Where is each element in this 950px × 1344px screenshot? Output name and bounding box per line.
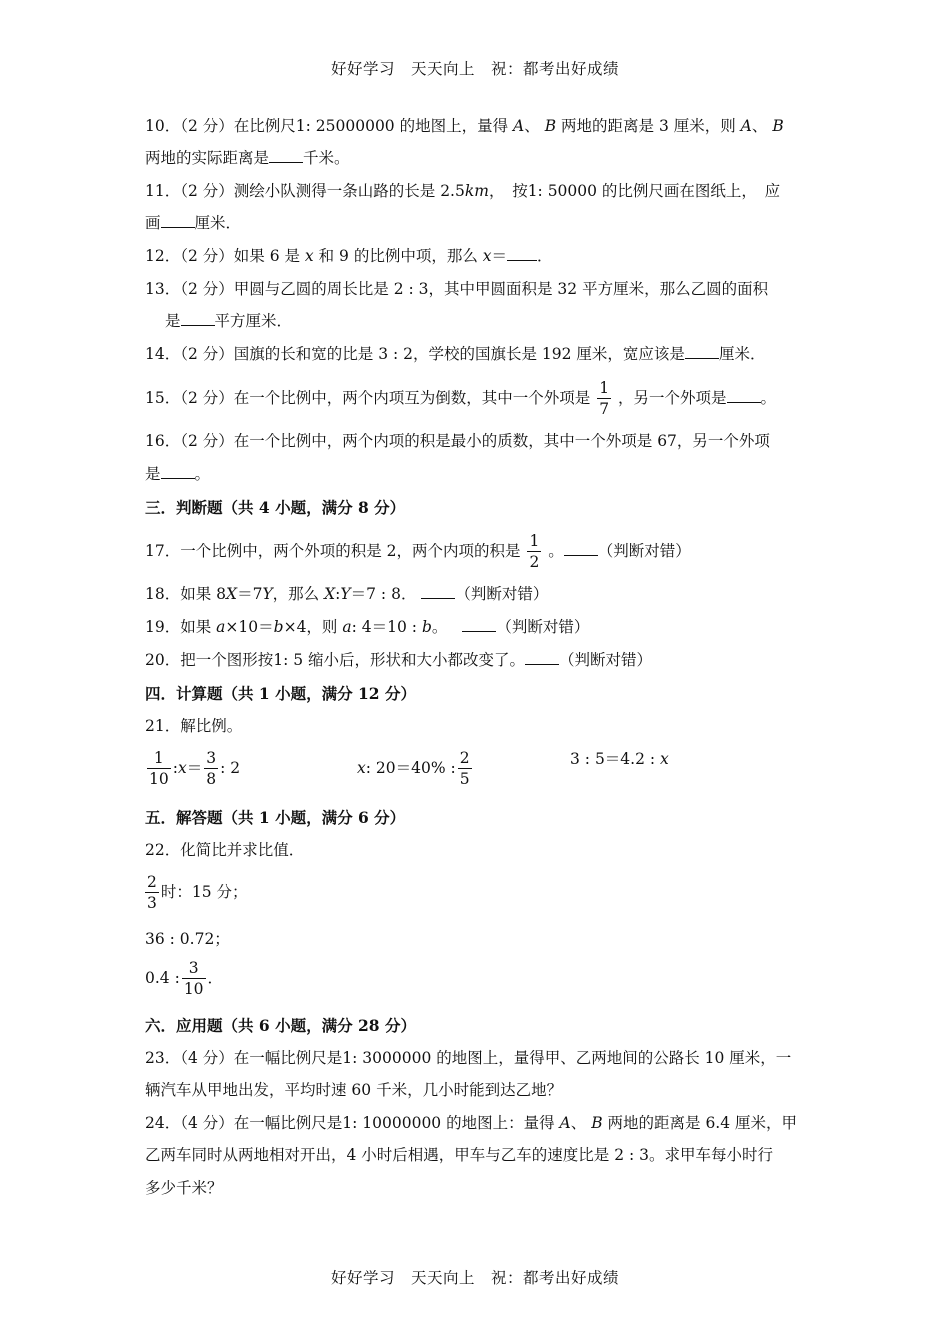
q19-text: ×10＝ [225,618,274,636]
q19-text: : 4＝10 : [351,618,418,636]
answer-blank[interactable] [685,357,719,359]
question-24-line-1 [145,1116,797,1132]
question-10-line-1 [145,119,784,135]
question-11-line-2 [145,216,241,232]
q21-e1-text: ＝ [186,758,203,777]
q24-sep: 、 [570,1114,587,1132]
q14-text: 厘米． [718,345,766,363]
q21-e1-fraction-2 [204,750,218,788]
q22-i1-fraction [145,874,159,912]
question-22-title: 22．化简比并求比值． [145,841,305,859]
question-12 [145,249,553,265]
numerator: 1 [527,533,541,552]
q19-text: ×4，则 [283,618,338,636]
q17-text: （判断对错） [597,541,691,560]
q22-item-2: 36 : 0.72； [145,930,230,948]
section-4-heading: 四．计算题（共 1 小题，满分 12 分） [145,684,416,703]
question-21-title: 21．解比例。 [145,717,243,735]
q13-text: 13．（2 分）甲圆与乙圆的周长比是 2 : 3，其中甲圆面积是 32 平方厘米，那么乙圆的面积 [145,280,769,298]
q12-var: x [304,247,314,265]
question-23-line-1: 23．（4 分）在一幅比例尺是1: 3000000 的地图上，量得甲、乙两地间的公路长 10 厘米，一 [145,1049,792,1067]
q21-e1-text: : 2 [220,758,241,777]
q12-text: 和 9 的比例中项，那么 [318,247,478,265]
question-16-line-1 [145,434,770,450]
q22-i3-fraction [182,960,206,998]
q21-e1-text: : [172,758,178,777]
q19-var: a [342,618,352,636]
question-11-line-1 [145,184,807,200]
q18-text: ＝7 [237,585,263,603]
question-13-line-1 [145,282,768,298]
q12-var: x [482,247,492,265]
answer-blank[interactable] [181,324,215,326]
q19-var: b [273,618,284,636]
q24-var: A [559,1114,571,1132]
q10-var: A [513,117,525,135]
answer-blank[interactable] [507,259,537,261]
question-13-line-2 [165,314,292,330]
q24-text: 两地的距离是 6.4 厘米，甲 [607,1114,798,1132]
question-24-line-2: 乙两车同时从两地相对开出，4 小时后相遇，甲车与乙车的速度比是 2 : 3。求甲车每小时行 [145,1146,774,1164]
denominator: 2 [529,553,540,572]
q20-text: 20．把一个图形按1: 5 缩小后，形状和大小都改变了。 [145,651,526,669]
q19-text: 19．如果 [145,618,212,636]
page-footer: 好好学习 天天向上 祝：都考出好成绩 [330,1269,619,1287]
q11-text: 画 [145,214,161,232]
answer-blank[interactable] [525,663,559,665]
question-16-line-2 [145,467,210,483]
numerator: 2 [458,750,472,769]
question-24-line-3: 多少千米？ [145,1179,223,1197]
answer-blank[interactable] [564,554,598,556]
q15-text: 。 [760,388,777,407]
answer-blank[interactable] [161,477,195,479]
q11-text: 厘米． [194,214,242,232]
denominator: 5 [459,770,470,789]
q12-text: ＝ [491,247,508,265]
q21-e2-var: x [357,758,366,777]
q19-var: a [216,618,226,636]
q10-var: B [772,117,784,135]
q18-text: （判断对错） [455,585,549,603]
q22-i3-text: 0.4 : [145,968,180,987]
q12-text: ． [537,247,553,265]
q10-var: A [740,117,752,135]
q15-fraction [597,380,611,418]
q21-equation-1 [145,750,240,788]
question-23-line-2: 辆汽车从甲地出发，平均时速 60 千米，几小时能到达乙地？ [145,1081,563,1099]
q18-var: Y [340,585,351,603]
q18-var: Y [262,585,273,603]
q10-text: 10．（2 分）在比例尺1: 25000000 的地图上，量得 [145,117,509,135]
q12-text: 12．（2 分）如果 6 是 [145,247,300,265]
q19-var: b [421,618,432,636]
numerator: 2 [145,874,159,893]
question-18 [145,587,548,603]
q20-text: （判断对错） [559,651,653,669]
denominator: 7 [599,400,610,419]
page-header: 好好学习 天天向上 祝：都考出好成绩 [330,60,619,78]
q11-unit: km [464,182,489,200]
q21-e2-fraction [458,750,472,788]
q11-text: 11．（2 分）测绘小队测得一条山路的长是 2.5 [145,182,465,200]
section-3-heading: 三．判断题（共 4 小题，满分 8 分） [145,498,406,517]
q21-equation-2 [357,750,474,788]
q14-text: 14．（2 分）国旗的长和宽的比是 3 : 2，学校的国旗长是 192 厘米，宽应该是 [145,345,685,363]
q17-fraction [527,533,541,571]
numerator: 3 [204,750,218,769]
q11-text: ， 按1: 50000 的比例尺画在图纸上， 应 [488,182,781,200]
q15-text: ，另一个外项是 [618,388,727,407]
q22-i1-text: 时：15 分； [160,882,248,901]
q22-item-3 [145,960,223,998]
numerator: 1 [147,750,171,769]
q18-var: X [324,585,336,603]
q18-text: : [335,585,341,603]
answer-blank[interactable] [727,401,761,403]
denominator: 10 [183,980,204,999]
q18-text: 18．如果 8 [145,585,227,603]
q16-text: 16．（2 分）在一个比例中，两个内项的积是最小的质数，其中一个外项是 67，另一个外项 [145,432,770,450]
q24-text: 24．（4 分）在一幅比例尺是1: 10000000 的地图上：量得 [145,1114,555,1132]
q21-e1-fraction-1 [147,750,171,788]
q19-text: 。 [431,618,448,636]
answer-blank[interactable] [161,226,195,228]
question-14 [145,347,765,363]
q24-var: B [591,1114,603,1132]
q21-equation-3 [570,752,669,768]
q18-var: X [226,585,238,603]
q21-e3-text: 3 : 5＝4.2 : [570,750,656,768]
q17-text: 17．一个比例中，两个外项的积是 2，两个内项的积是 [145,541,521,560]
answer-blank[interactable] [269,161,303,163]
q10-text: 千米。 [303,149,350,167]
q10-sep: 、 [751,117,768,135]
q10-var: B [544,117,557,135]
question-20 [145,653,652,669]
q10-sep: 、 [524,117,540,135]
q18-text: ，那么 [272,585,320,603]
q13-text: 是 [165,312,181,330]
question-19 [145,620,589,636]
q21-e1-var: x [177,758,187,777]
denominator: 10 [149,770,169,789]
question-17 [145,533,691,571]
q19-text: （判断对错） [496,618,590,636]
q16-text: 是 [145,465,161,483]
q21-e3-var: x [660,750,669,768]
section-6-heading: 六．应用题（共 6 小题，满分 28 分） [145,1016,416,1035]
question-15 [145,380,776,418]
denominator: 3 [147,894,157,913]
q17-text: 。 [548,541,564,560]
section-5-heading: 五．解答题（共 1 小题，满分 6 分） [145,808,406,827]
q21-e2-text: : 20＝40% : [365,758,456,777]
numerator: 1 [597,380,611,399]
q22-i3-text: ． [207,968,224,987]
answer-blank[interactable] [421,597,455,599]
q13-text: 平方厘米． [214,312,293,330]
numerator: 3 [182,960,206,979]
q22-item-1 [145,874,248,912]
q15-text: 15．（2 分）在一个比例中，两个内项互为倒数，其中一个外项是 [145,388,591,407]
q10-text: 两地的实际距离是 [145,149,270,167]
q10-text: 两地的距离是 3 厘米，则 [561,117,736,135]
question-10-line-2 [145,151,350,167]
denominator: 8 [206,770,217,789]
q16-text: 。 [194,465,211,483]
answer-blank[interactable] [462,630,496,632]
q18-text: ＝7 : 8． [350,585,417,603]
